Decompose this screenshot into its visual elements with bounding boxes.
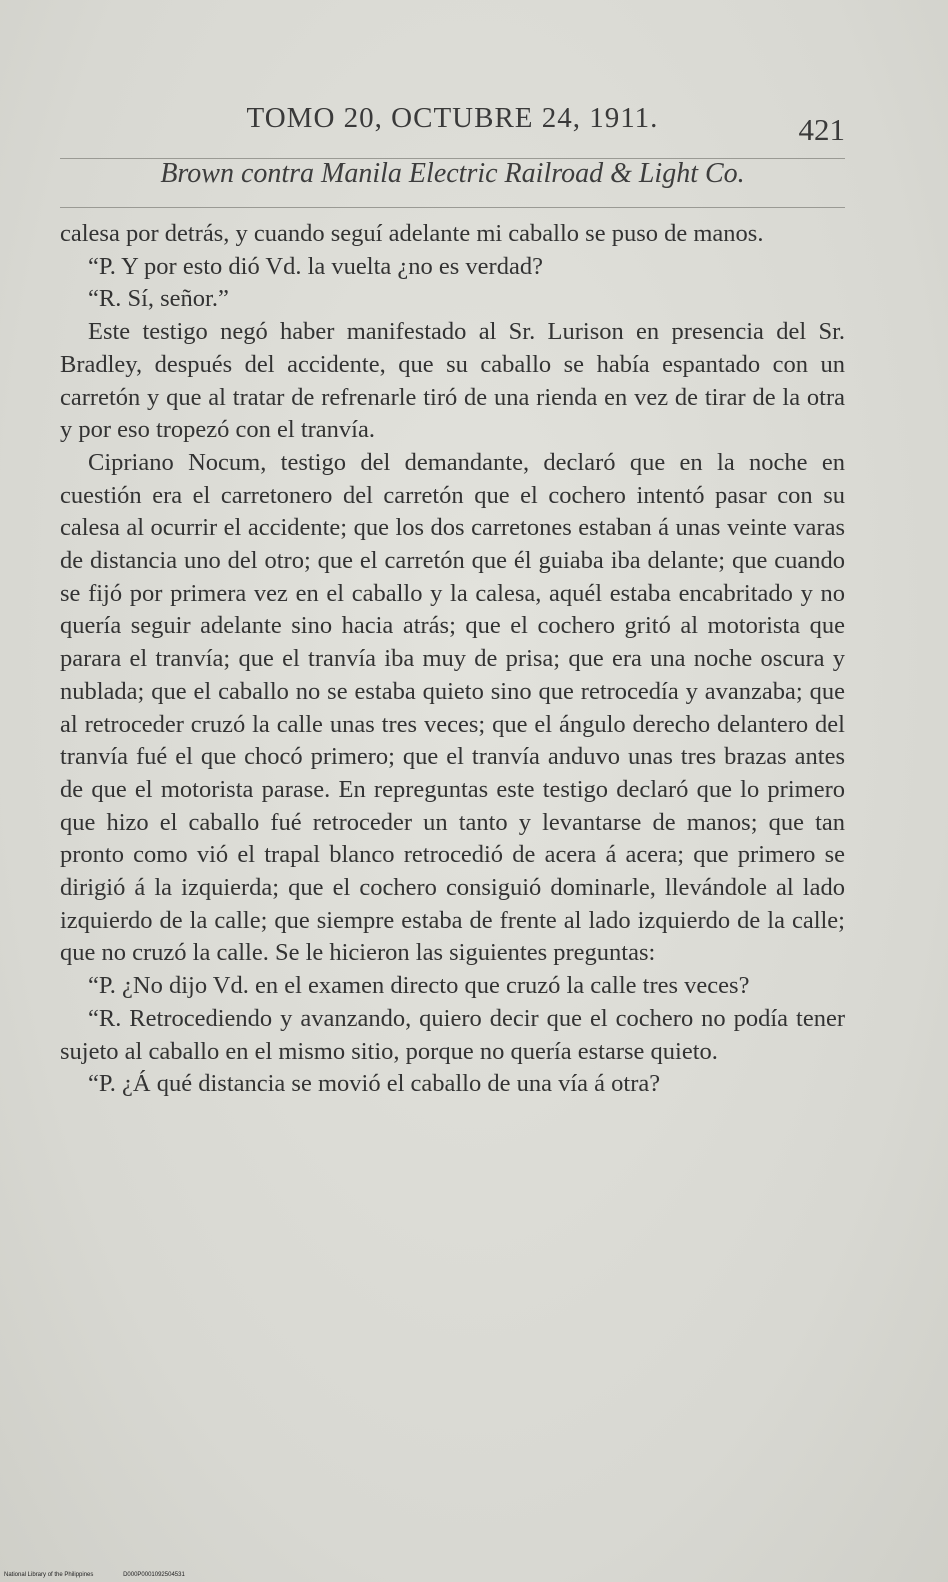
paragraph-5: “P. ¿No dijo Vd. en el examen directo que cruzó la calle tres veces?	[88, 972, 750, 1000]
paragraph-4: Cipriano Nocum, testigo del demandante, declaró que en la noche en cuestión era el carretonero del carretón que el cochero intentó pasar con su calesa al ocurrir el accidente; que los dos carretones estaban á unas veinte varas de distancia uno del otro; que el carretón que él guiaba iba delante; que cuando se fijó por primera vez en el caballo y la calesa, aquél estaba encabritado y no quería seguir adelante sino hacia atrás; que el cochero gritó al motorista que parara el tranvía; que el tranvía iba muy de prisa; que era una noche oscura y nublada; que el caballo no se estaba quieto sino que retrocedía y avanzaba; que al retroceder cruzó la calle unas tres veces; que el ángulo derecho delantero del tranvía fué el que chocó primero; que el tranvía anduvo unas tres brazas antes de que el motorista parase. En repreguntas este testigo declaró que lo primero que hizo el caballo fué retroceder un tanto y levantarse de manos; que tan pronto como vió el trapal blanco retrocedió de acera á acera; que primero se dirigió á la izquierda; que el cochero consiguió dominarle, llevándole al lado izquierdo de la calle; que siempre estaba de frente al lado izquierdo de la calle; que no cruzó la calle. Se le hicieron las siguientes preguntas:	[60, 448, 845, 967]
paragraph-2: “R. Sí, señor.”	[88, 285, 229, 313]
page-number: 421	[798, 112, 845, 147]
library-name: National Library of the Philippines	[4, 1572, 94, 1578]
scan-code: D000P0001092504531	[123, 1572, 185, 1578]
paragraph-0: calesa por detrás, y cuando seguí adelante mi caballo se puso de manos.	[60, 220, 764, 247]
paragraph-6: “R. Retrocediendo y avanzando, quiero decir que el cochero no podía tener sujeto al caballo en el mismo sitio, porque no quería estarse quieto.	[60, 1004, 845, 1065]
paragraph-7: “P. ¿Á qué distancia se movió el caballo de una vía á otra?	[88, 1070, 661, 1098]
scan-footer	[4, 1572, 213, 1578]
case-title: Brown contra Manila Electric Railroad & Light Co.	[160, 158, 745, 189]
paragraph-3: Este testigo negó haber manifestado al Sr. Lurison en presencia del Sr. Bradley, después del accidente, que su caballo se había espantado con un carretón y que al tratar de refrenarle tiró de una rienda en vez de tirar de la otra y por eso tropezó con el tranvía.	[60, 318, 845, 444]
body-text	[60, 218, 845, 1101]
volume-date-title: TOMO 20, OCTUBRE 24, 1911.	[246, 102, 659, 134]
paragraph-1: “P. Y por esto dió Vd. la vuelta ¿no es verdad?	[88, 252, 543, 280]
header-rule-bottom	[60, 207, 845, 208]
running-header	[60, 100, 845, 150]
